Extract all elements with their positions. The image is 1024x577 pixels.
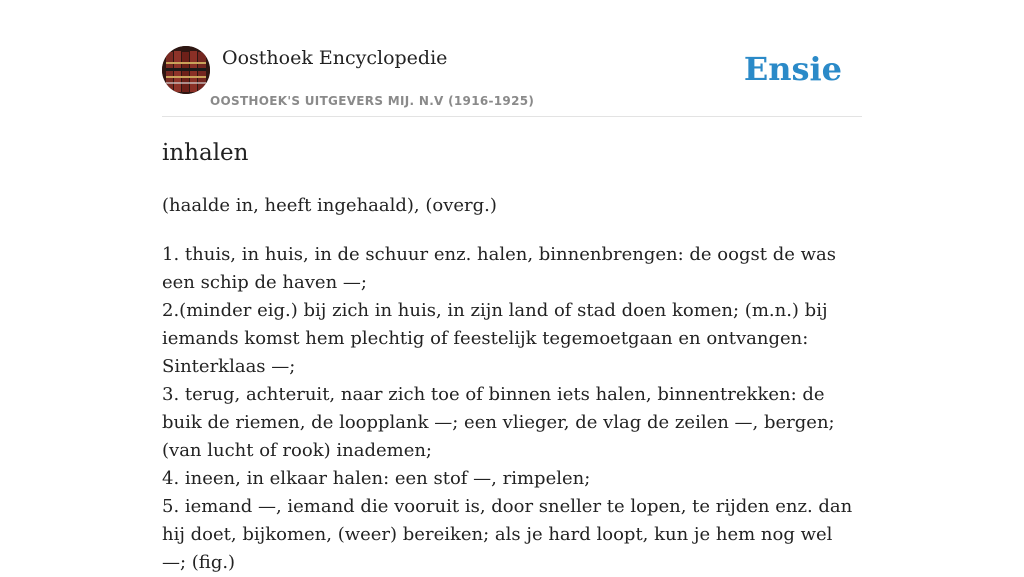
- book-spines-avatar[interactable]: [162, 46, 210, 94]
- sense-item: 1. thuis, in huis, in de schuur enz. halen, binnenbrengen: de oogst de was een schip de haven —;: [162, 244, 836, 293]
- header: [162, 46, 862, 117]
- sense-item: 3. terug, achteruit, naar zich toe of binnen iets halen, binnentrekken: de buik de riemen, de loopplank —; een vlieger, de vlag de zeilen —, bergen; (van lucht of rook) inademen;: [162, 384, 835, 461]
- sense-item: 2.(minder eig.) bij zich in huis, in zijn land of stad doen komen; (m.n.) bij iemands komst hem plechtig of feestelijk tegemoetgaan en ontvangen: Sinterklaas —;: [162, 300, 828, 377]
- publisher-label: OOSTHOEK'S UITGEVERS MIJ. N.V (1916-1925): [210, 94, 535, 108]
- books-icon: [162, 46, 210, 94]
- entry-term: inhalen: [162, 140, 249, 166]
- ensie-logo-link[interactable]: Ensie: [743, 50, 842, 88]
- entry-grammar: (haalde in, heeft ingehaald), (overg.): [162, 195, 497, 216]
- sense-item: 4. ineen, in elkaar halen: een stof —, rimpelen;: [162, 468, 591, 489]
- entry-senses: [162, 241, 862, 577]
- sense-item: 5. iemand —, iemand die vooruit is, door sneller te lopen, te rijden enz. dan hij doet, bijkomen, (weer) bereiken; als je hard loopt, kun je hem nog wel —; (fig.): [162, 496, 853, 573]
- entry-content: [162, 140, 862, 577]
- site-name-link[interactable]: Oosthoek Encyclopedie: [222, 47, 448, 69]
